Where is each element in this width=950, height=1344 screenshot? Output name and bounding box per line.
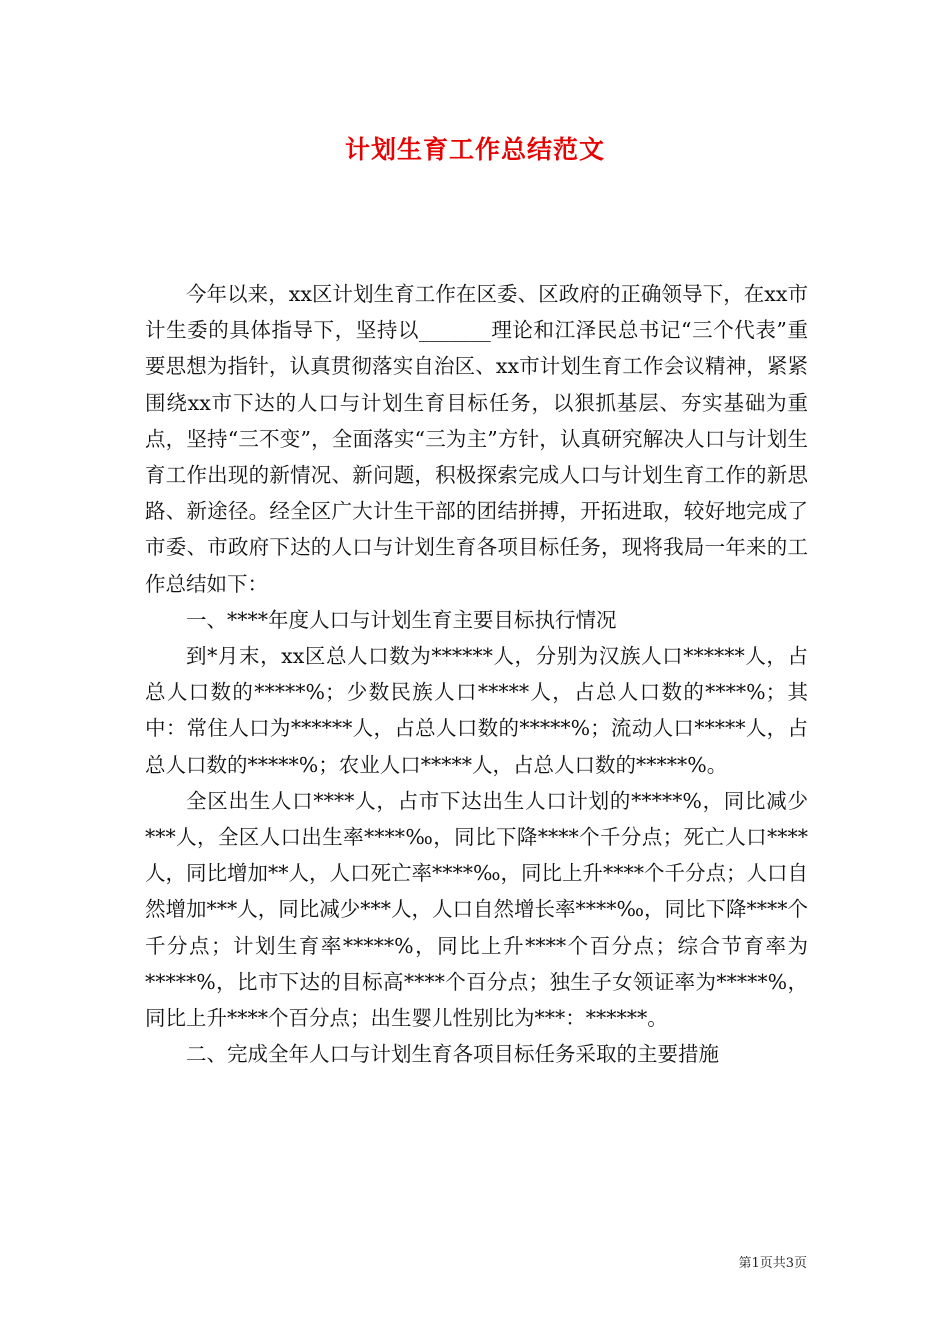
- section-heading-2: 二、完成全年人口与计划生育各项目标任务采取的主要措施: [186, 1042, 719, 1067]
- page-number: 第1页共3页: [738, 1256, 807, 1271]
- document-title: 计划生育工作总结范文: [344, 135, 605, 164]
- document-body: [145, 276, 808, 1072]
- population-paragraph: 到*月末，xx区总人口数为******人，分别为汉族人口******人，占总人口数的*****%；少数民族人口*****人，占总人口数的****%；其中：常住人口为******人，占总人口数的*****%；流动人口*****人，占总人口数的*****%；农业人口*****人，占总人口数的*****%。: [145, 644, 808, 777]
- intro-paragraph: 今年以来，xx区计划生育工作在区委、区政府的正确领导下，在xx市计生委的具体指导下，坚持以_______理论和江泽民总书记“三个代表”重要思想为指针，认真贯彻落实自治区、xx市计划生育工作会议精神，紧紧围绕xx市下达的人口与计划生育目标任务，以狠抓基层、夯实基础为重点，坚持“三不变”，全面落实“三为主”方针，认真研究解决人口与计划生育工作出现的新情况、新问题，积极探索完成人口与计划生育工作的新思路、新途径。经全区广大计生干部的团结拼搏，开拓进取，较好地完成了市委、市政府下达的人口与计划生育各项目标任务，现将我局一年来的工作总结如下：: [145, 282, 808, 596]
- births-paragraph: 全区出生人口****人，占市下达出生人口计划的*****%，同比减少***人，全区人口出生率****‰，同比下降****个千分点；死亡人口****人，同比增加**人，人口死亡率****‰，同比上升****个千分点；人口自然增加***人，同比减少***人，人口自然增长率****‰，同比下降****个千分点；计划生育率*****%，同比上升****个百分点；综合节育率为*****%，比市下达的目标高****个百分点；独生子女领证率为*****%，同比上升****个百分点；出生婴儿性别比为***：******。: [145, 788, 809, 1031]
- section-heading-1: 一、****年度人口与计划生育主要目标执行情况: [186, 607, 617, 632]
